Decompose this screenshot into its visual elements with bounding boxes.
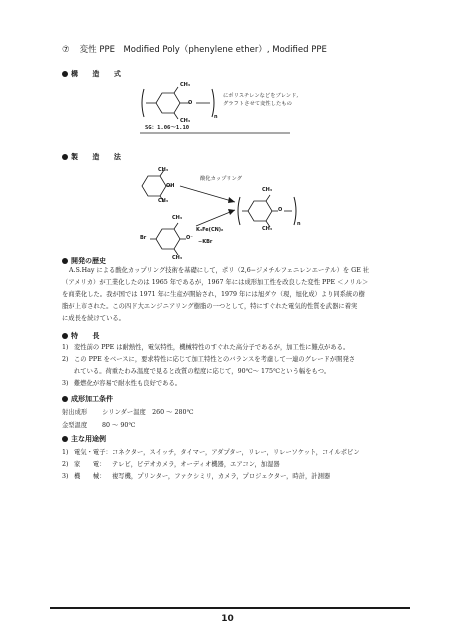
molding-label: 金型温度 [62,422,88,429]
bullet-icon [62,71,68,77]
molding-label: 射出成形 [62,409,88,416]
benzene-ring [156,93,180,113]
o-minus-label: O⁻ [186,235,193,241]
oxygen-label: O [278,207,283,213]
structure-caption: にポリスチレンなどをブレンド, グラフトさせて変性したもの [223,93,299,107]
ch3-label: CH₃ [172,215,183,221]
item-number: 2) [62,461,69,468]
use-examples: コネクター，スイッチ，タイマー，アダプター，リレー，リレーソケット，コイルボビン [112,449,360,456]
feature-line: 変性前の PPE は耐熱性，電気特性，機械特性のすぐれた高分子であるが，加工性に難点がある。 [74,344,350,351]
history-line: （アメリカ）が工業化したのは 1965 年であるが，1967 年には成形加工性を改良した変性 PPE ＜ノリル＞ [62,279,369,286]
bullet-icon [62,396,68,402]
use-row [62,471,330,480]
molding-value: 80 ～ 90℃ [102,422,136,429]
item-number: 1) [62,344,69,351]
bullet-icon [62,154,68,160]
use-row [62,447,360,456]
ch3-label: CH₃ [262,226,273,232]
specific-gravity: SG：1.06～1.10 [145,125,190,131]
page-number: 10 [221,614,234,624]
section-uses: 主な用途例 [62,434,106,444]
ch3-label: CH₃ [180,118,191,124]
item-number: 3) [62,380,69,387]
page-heading [62,43,327,55]
heading-number: ⑦ [62,45,70,55]
product-polymer [236,191,300,231]
oxidative-coupling-label: 酸化カップリング [200,176,243,182]
history-line: A.S.Hay による酸化カップリング技術を基礎にして，ポリ（2,6−ジメチルフェニレンエーテル）を GE 社 [69,267,370,274]
molding-row [62,420,135,429]
ch3-label: CH₃ [158,167,169,173]
use-category: 家 電： [74,461,106,468]
reaction-conditions: −KBr [198,239,213,245]
section-features: 特 長 [62,331,105,341]
section-history: 開発の歴史 [62,256,106,266]
history-line: に成長を続けている。 [62,315,125,322]
reaction-conditions: K₃Fe(CN)₆ [196,227,224,233]
bullet-icon [62,258,68,264]
feature-line: 難燃化が容易で耐水性も良好である。 [74,380,182,387]
oxygen-label: O [188,100,193,106]
feature-item [62,378,407,390]
molding-row [62,407,194,416]
ch3-label: CH₃ [180,82,191,88]
ch3-label: CH₃ [158,198,169,204]
section-structure: 構 造 式 [62,69,127,79]
use-examples: テレビ，ビデオカメラ，オーディオ機器，エアコン，加湿器 [112,461,280,468]
subscript-n: n [297,221,301,227]
structure-formula [140,83,220,123]
bullet-icon [62,333,68,339]
item-number: 2) [62,356,69,363]
footer-rule [50,607,410,609]
feature-item [62,342,407,354]
feature-line: れている。荷重たわみ温度で見ると改質の程度に応じて，90℃～ 175℃という幅をもつ。 [74,368,331,375]
molding-value: シリンダー温度 260 ～ 280℃ [102,409,194,416]
ch3-label: CH₃ [262,187,273,193]
features-list [62,342,407,390]
br-label: Br [140,235,147,241]
history-paragraph [62,265,407,325]
arrow-icon [180,186,235,202]
use-category: 電気・電子： [74,449,112,456]
oh-label: OH [166,183,175,189]
structure-underline [140,132,290,134]
ch3-label: CH₃ [172,255,183,261]
use-category: 機 械： [74,473,106,480]
item-number: 3) [62,473,69,480]
history-line: を商業化した。我が国では 1971 年に生産が開始され，1979 年には旭ダウ（現，旭化成）より同系統の樹 [62,291,365,298]
feature-line: この PPE をベースに，要求特性に応じて加工特性とのバランスを考慮して一連のグレードが開発さ [74,356,356,363]
use-row [62,459,280,468]
section-molding: 成形加工条件 [62,394,113,404]
subscript-n: n [214,114,218,120]
item-number: 1) [62,449,69,456]
heading-text: 変性 PPE Modified Poly（phenylene ether）, Modified PPE [79,45,327,55]
bracket-right [212,89,214,117]
bullet-icon [62,436,68,442]
feature-item [62,354,407,378]
bracket-left [142,89,144,117]
history-line: 脂が上市された。この四ド大エンジニアリング樹脂の一つとして，特にすぐれた電気的性質を武器に着実 [62,303,358,310]
section-manufacturing: 製 造 法 [62,152,127,162]
use-examples: 複写機，プリンター，ファクシミリ，カメラ，プロジェクター，時計，計測器 [112,473,331,480]
